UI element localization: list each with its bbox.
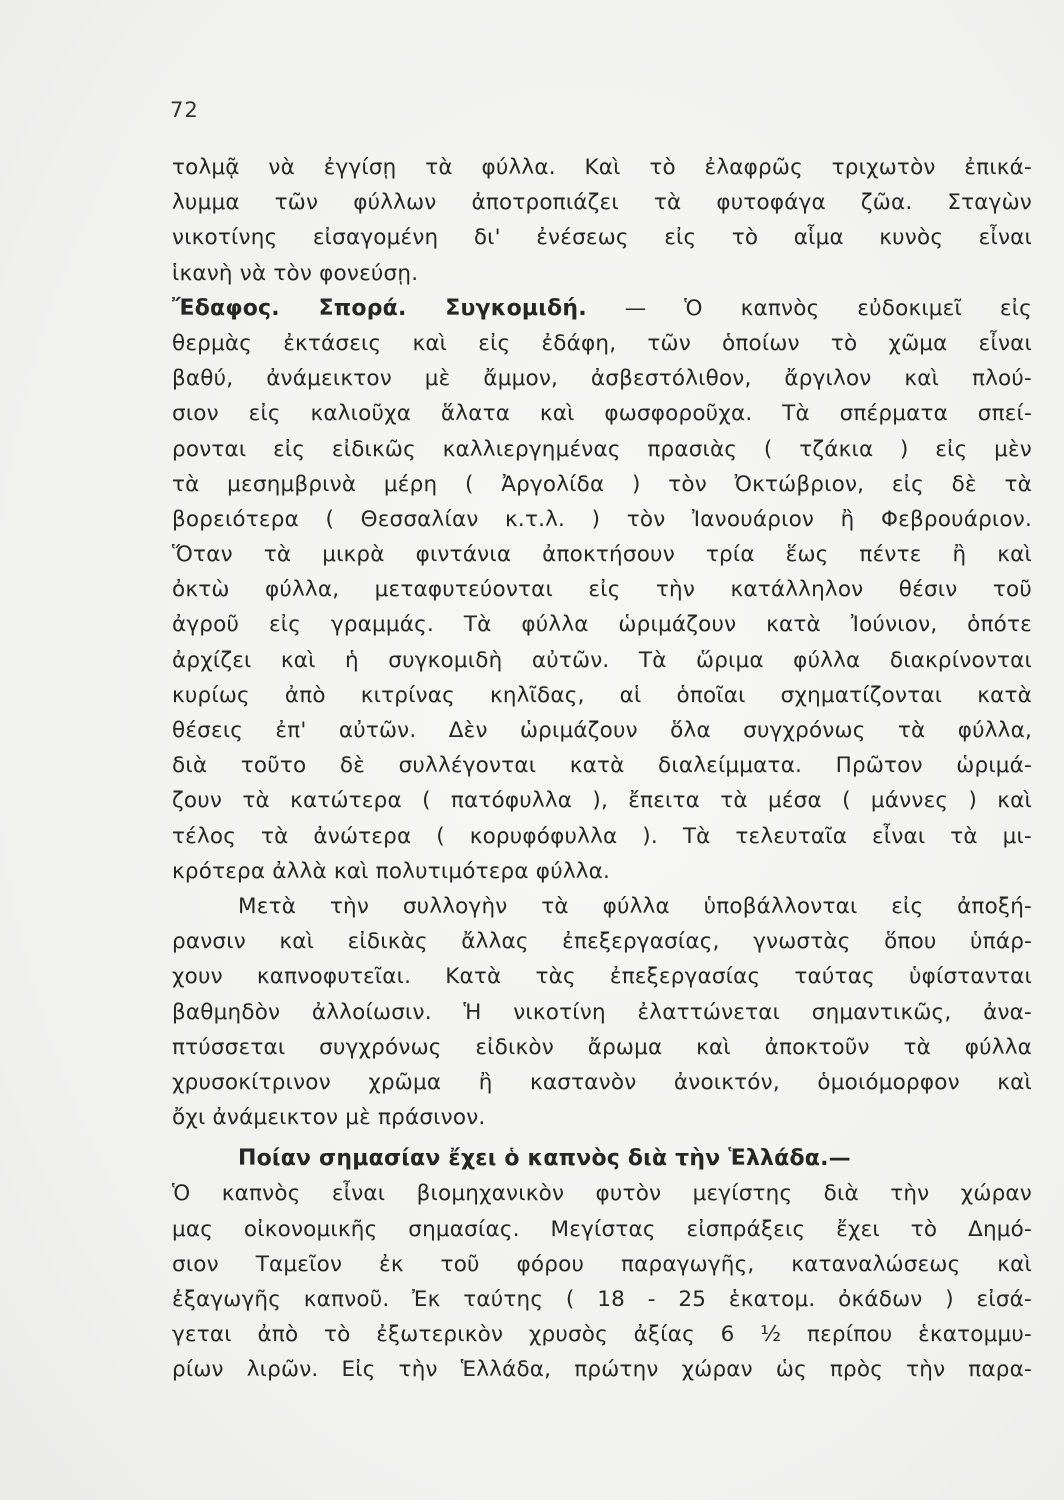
text-line: ρίων λιρῶν. Εἰς τὴν Ἑλλάδα, πρώτην χώραν ὡς πρὸς τὴν παρα- [172,1357,1032,1383]
text-line: χρυσοκίτρινον χρῶμα ἢ καστανὸν ἀνοικτόν, ὁμοιόμορφον καὶ [172,1069,1032,1095]
text-line: ἱκανὴ νὰ τὸν φονεύσῃ. [172,260,419,286]
text-line: θέσεις ἐπ' αὐτῶν. Δὲν ὡριμάζουν ὅλα συγχρόνως τὰ φύλλα, [172,718,1032,743]
text-line: βαθμηδὸν ἀλλοίωσιν. Ἡ νικοτίνη ἐλαττώνεται σημαντικῶς, ἀνα- [172,999,1032,1025]
text-line: χουν καπνοφυτεῖαι. Κατὰ τὰς ἐπεξεργασίας ταύτας ὑφίστανται [172,964,1032,990]
text-line: ρανσιν καὶ εἰδικὰς ἄλλας ἐπεξεργασίας, γνωστὰς ὅπου ὑπάρ- [172,929,1032,955]
text-line: ὀκτὼ φύλλα, μεταφυτεύονται εἰς τὴν κατάλληλον θέσιν τοῦ [172,577,1032,603]
body-text [172,150,1032,1388]
text-line: ἀγροῦ εἰς γραμμάς. Τὰ φύλλα ὡριμάζουν κατὰ Ἰούνιον, ὁπότε [172,612,1032,638]
text-line: ἐξαγωγῆς καπνοῦ. Ἐκ ταύτης ( 18 - 25 ἑκατομ. ὀκάδων ) εἰσά- [172,1287,1032,1312]
section-heading-soil: Ἔδαφος. Σπορά. Συγκομιδή. [172,295,587,321]
text-line: γεται ἀπὸ τὸ ἐξωτερικὸν χρυσὸς ἀξίας 6 ½ περίπου ἑκατομμυ- [172,1322,1032,1348]
text-line: Μετὰ τὴν συλλογὴν τὰ φύλλα ὑποβάλλονται εἰς ἀποξή- [238,893,1032,919]
text-line: ὄχι ἀνάμεικτον μὲ πράσινον. [172,1105,486,1131]
text-line: ρονται εἰς εἰδικῶς καλλιεργημένας πρασιὰς ( τζάκια ) εἰς μὲν [172,436,1032,462]
text-line: νικοτίνης εἰσαγομένη δι' ἐνέσεως εἰς τὸ αἷμα κυνὸς εἶναι [172,225,1032,251]
text-line: τολμᾷ νὰ ἐγγίσῃ τὰ φύλλα. Καὶ τὸ ἐλαφρῶς τριχωτὸν ἐπικά- [172,155,1032,180]
section-heading-line [172,1141,1032,1176]
text-line: Ὅταν τὰ μικρὰ φιντάνια ἀποκτήσουν τρία ἕως πέντε ἢ καὶ [172,542,1032,568]
text-run: — Ὁ καπνὸς εὐδοκιμεῖ εἰς [624,295,1032,321]
text-line: τὰ μεσημβρινὰ μέρη ( Ἀργολίδα ) τὸν Ὀκτώβριον, εἰς δὲ τὰ [172,471,1032,497]
text-line: σιον εἰς καλιοῦχα ἅλατα καὶ φωσφοροῦχα. Τὰ σπέρματα σπεί- [172,401,1032,427]
text-line: διὰ τοῦτο δὲ συλλέγονται κατὰ διαλείμματα. Πρῶτον ὡριμά- [172,753,1032,779]
page-number: 72 [170,98,199,122]
section-heading-importance: Ποίαν σημασίαν ἔχει ὁ καπνὸς διὰ τὴν Ἑλλάδα.— [238,1146,851,1172]
text-line: σιον Ταμεῖον ἐκ τοῦ φόρου παραγωγῆς, καταναλώσεως καὶ [172,1251,1032,1277]
text-line: μας οἰκονομικῆς σημασίας. Μεγίστας εἰσπράξεις ἔχει τὸ Δημό- [172,1216,1032,1242]
text-line: κρότερα ἀλλὰ καὶ πολυτιμότερα φύλλα. [172,858,611,884]
text-line: κυρίως ἀπὸ κιτρίνας κηλῖδας, αἱ ὁποῖαι σχηματίζονται κατὰ [172,682,1032,708]
text-line: Ὁ καπνὸς εἶναι βιομηχανικὸν φυτὸν μεγίστης διὰ τὴν χώραν [172,1181,1032,1207]
text-line: τέλος τὰ ἀνώτερα ( κορυφόφυλλα ). Τὰ τελευταῖα εἶναι τὰ μι- [172,823,1032,849]
text-line: βαθύ, ἀνάμεικτον μὲ ἄμμον, ἀσβεστόλιθον, ἄργιλον καὶ πλού- [172,366,1032,392]
text-line: βορειότερα ( Θεσσαλίαν κ.τ.λ. ) τὸν Ἰανουάριον ἢ Φεβρουάριον. [172,506,1032,532]
text-line: λυμμα τῶν φύλλων ἀποτροπιάζει τὰ φυτοφάγα ζῶα. Σταγὼν [172,190,1032,216]
text-line: ἀρχίζει καὶ ἡ συγκομιδὴ αὐτῶν. Τὰ ὥριμα φύλλα διακρίνονται [172,647,1032,673]
text-line: ζουν τὰ κατώτερα ( πατόφυλλα ), ἔπειτα τὰ μέσα ( μάννες ) καὶ [172,788,1032,814]
text-line: θερμὰς ἐκτάσεις καὶ εἰς ἐδάφη, τῶν ὁποίων τὸ χῶμα εἶναι [172,330,1032,356]
section-heading-line [172,291,1032,326]
text-line: πτύσσεται συγχρόνως εἰδικὸν ἄρωμα καὶ ἀποκτοῦν τὰ φύλλα [172,1034,1032,1060]
